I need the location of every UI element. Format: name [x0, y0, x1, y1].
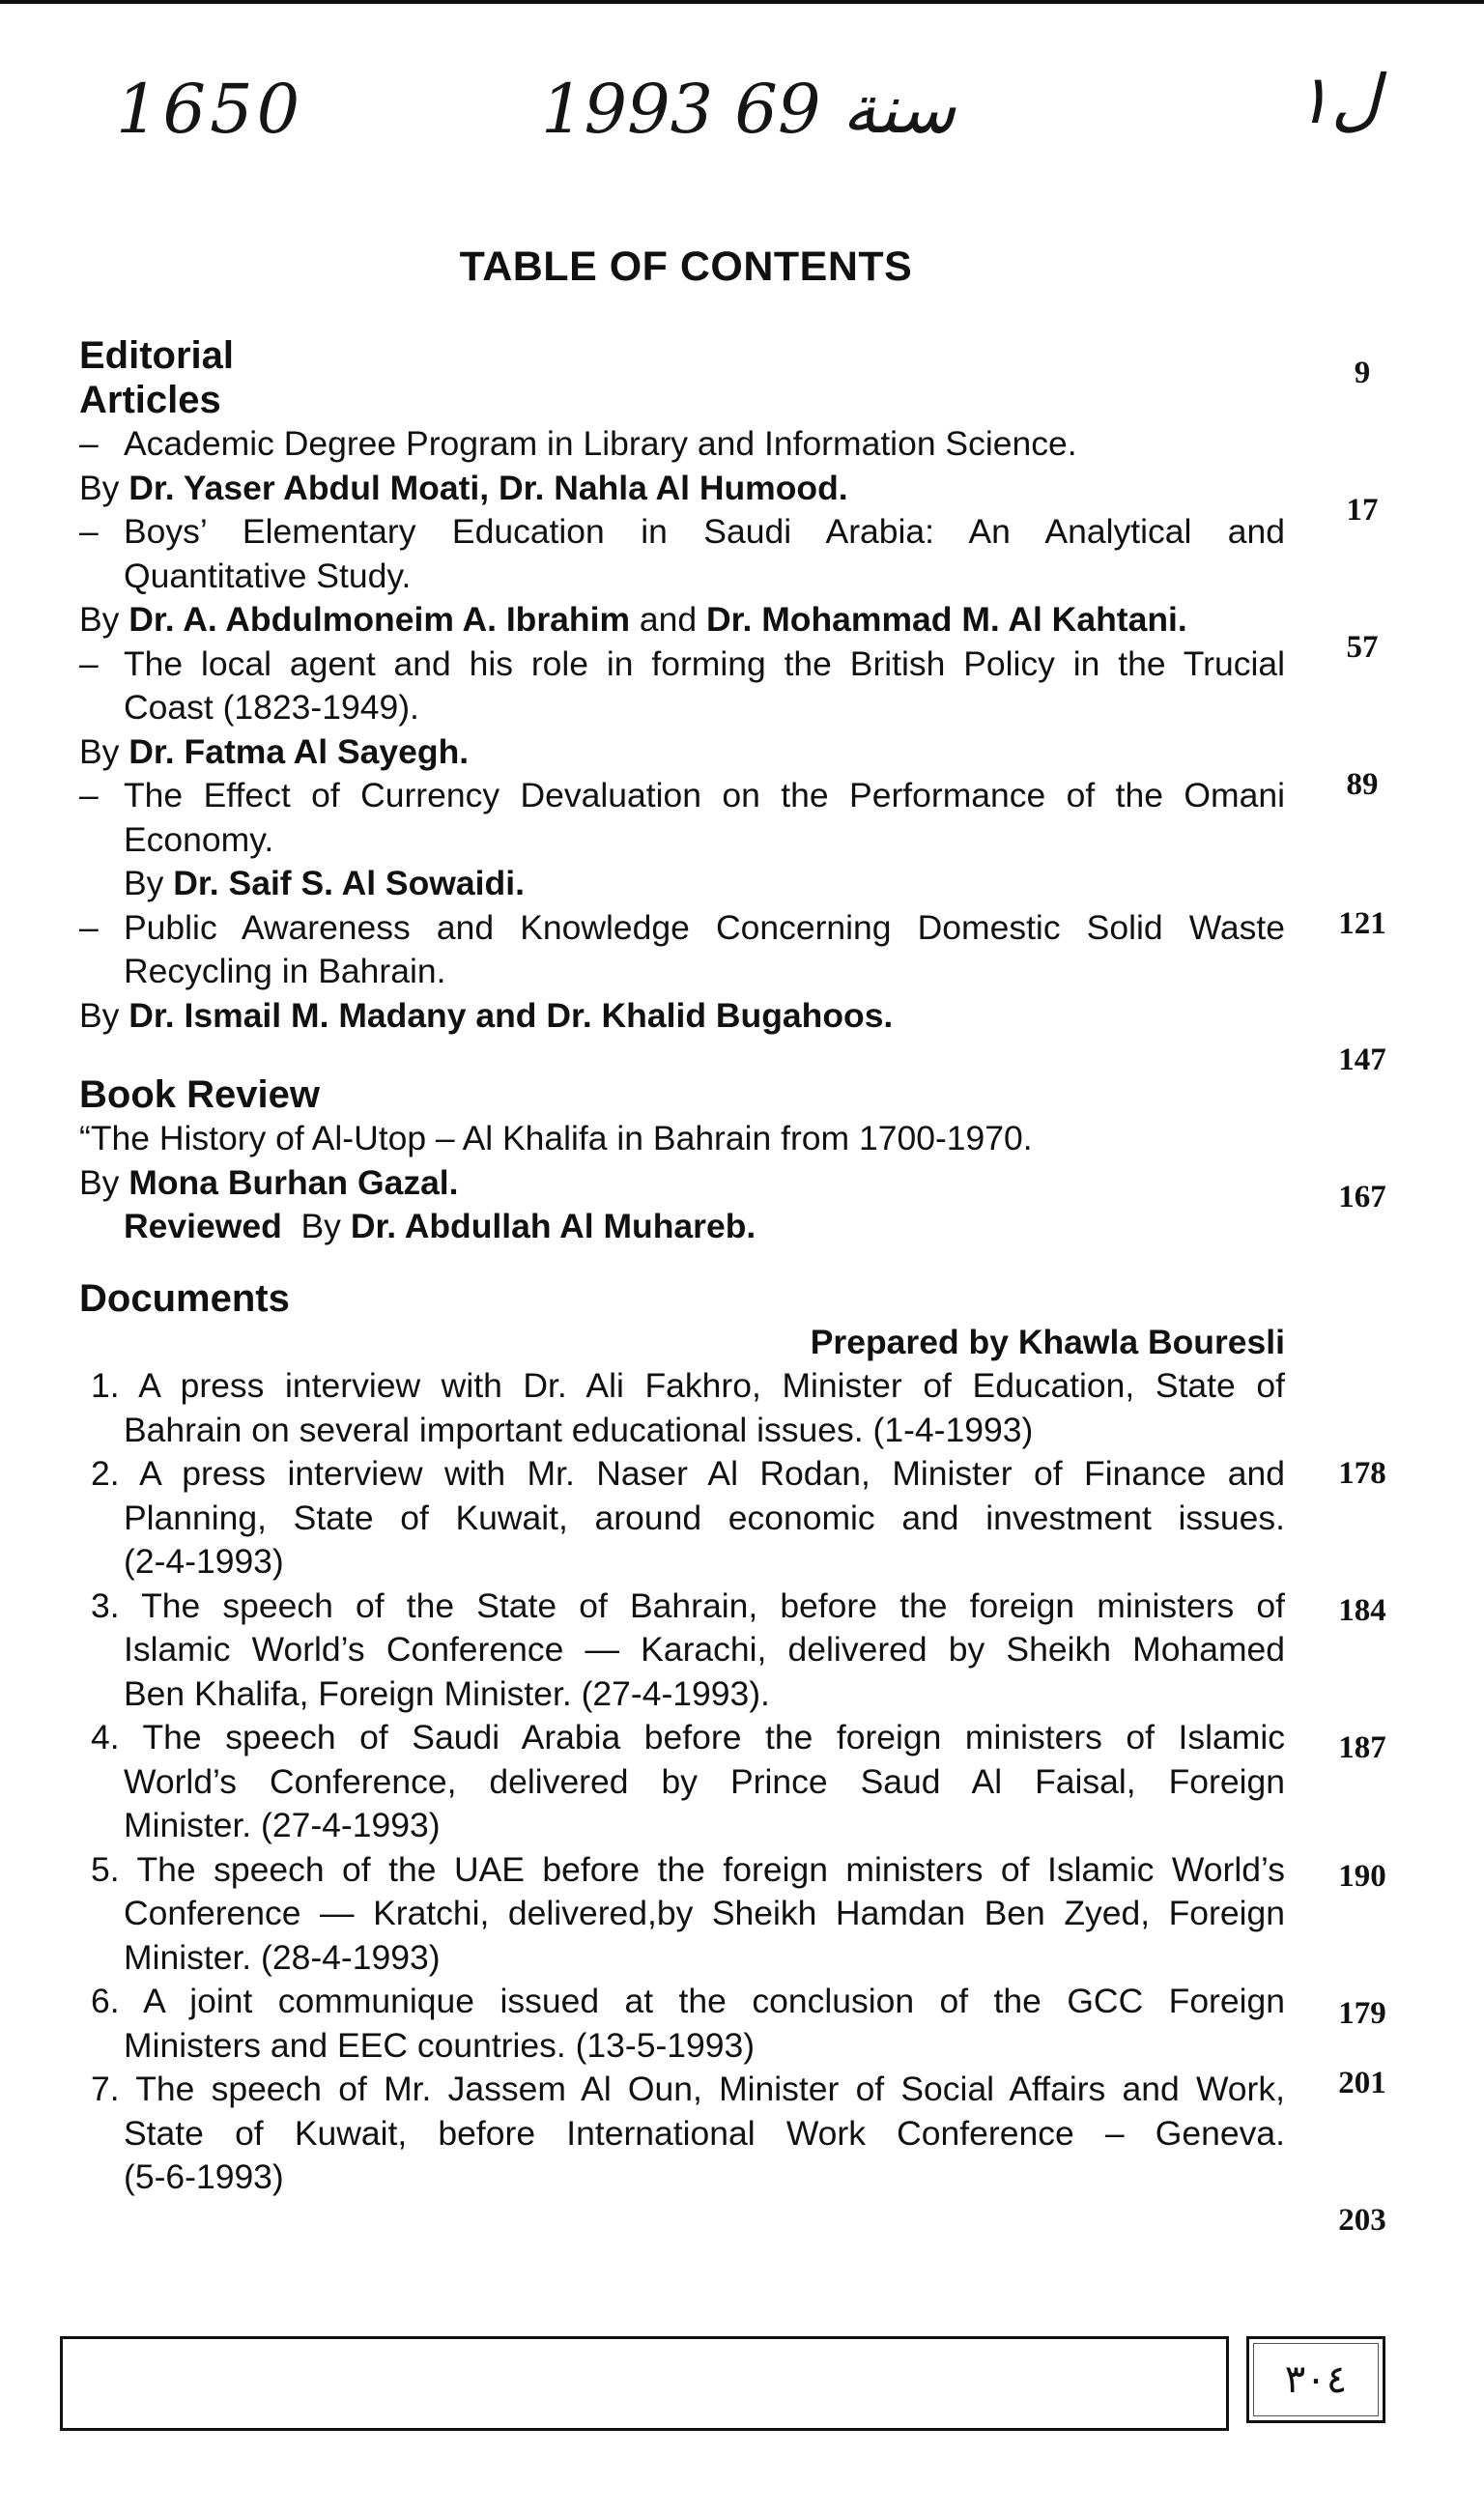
item-number: 1. — [91, 1366, 120, 1405]
footer-page-number: ٣٠٤ — [1246, 2336, 1385, 2423]
page-number-editorial: 9 — [1354, 356, 1371, 390]
section-gap — [79, 1038, 1285, 1072]
page-number-doc-5: 179 — [1338, 1996, 1386, 2031]
by-prefix: By — [79, 731, 129, 771]
document-line: Ben Khalifa, Foreign Minister. (27-4-1993). — [124, 1673, 770, 1713]
item-number: 2. — [91, 1454, 120, 1493]
article-byline — [79, 862, 1285, 906]
item-number: 5. — [91, 1849, 120, 1889]
handwritten-year-issue: 1993 سنة 69 — [541, 70, 956, 149]
article-entry[interactable] — [79, 510, 1285, 598]
article-title-line: Quantitative Study. — [124, 556, 412, 595]
article-author: Dr. A. Abdulmoneim A. Ibrahim — [128, 600, 631, 639]
page-number-book-review: 167 — [1338, 1180, 1386, 1214]
article-title-line: The Effect of Currency Devaluation on the Performance of the Omani — [124, 776, 1285, 814]
article-title-line: Recycling in Bahrain. — [124, 952, 446, 990]
document-line: The speech of Saudi Arabia before the foreign ministers of Islamic — [142, 1718, 1285, 1756]
section-gap — [79, 1249, 1285, 1276]
page-number-article-5: 147 — [1338, 1042, 1386, 1077]
document-entry[interactable] — [79, 1452, 1285, 1585]
document-line: State of Kuwait, before International Work Conference – Geneva. — [124, 2113, 1285, 2153]
document-entry[interactable] — [79, 1980, 1285, 2068]
document-line: The speech of the UAE before the foreign ministers of Islamic World’s — [136, 1849, 1285, 1889]
item-number: 7. — [91, 2070, 120, 2108]
item-number: 3. — [91, 1585, 120, 1625]
dash-bullet: – — [79, 643, 99, 683]
item-number: 4. — [91, 1718, 120, 1756]
document-line: A press interview with Dr. Ali Fakhro, Minister of Education, State of — [138, 1366, 1285, 1405]
article-author: Dr. Mohammad M. Al Kahtani. — [706, 600, 1187, 639]
reviewed-label: Reviewed — [124, 1207, 282, 1245]
page-number-doc-1: 178 — [1338, 1456, 1386, 1491]
page-number-doc-2: 184 — [1338, 1593, 1386, 1628]
article-title-line: The local agent and his role in forming the British Policy in the Trucial — [124, 643, 1285, 683]
article-authors: Dr. Fatma Al Sayegh. — [128, 731, 470, 771]
article-byline — [79, 598, 1285, 643]
document-line: (2-4-1993) — [124, 1542, 284, 1581]
by-prefix: By — [79, 468, 129, 507]
document-entry[interactable] — [79, 1716, 1285, 1848]
document-line: Bahrain on several important educational issues. (1-4-1993) — [124, 1410, 1034, 1449]
book-author: Mona Burhan Gazal. — [128, 1162, 459, 1202]
book-review-title[interactable]: “The History of Al-Utop – Al Khalifa in Bahrain from 1700-1970. — [79, 1119, 1033, 1157]
document-line: Ministers and EEC countries. (13-5-1993) — [124, 2025, 756, 2065]
by-prefix: By — [79, 600, 129, 639]
by-prefix: By — [124, 864, 174, 902]
dash-bullet: – — [79, 776, 99, 814]
by-prefix: By — [79, 995, 129, 1035]
page-title: TABLE OF CONTENTS — [459, 243, 913, 290]
top-border-rule — [0, 0, 1484, 4]
document-line: Minister. (28-4-1993) — [124, 1937, 441, 1977]
book-review-byline — [79, 1161, 1285, 1206]
document-line: Planning, State of Kuwait, around economic and investment issues. — [124, 1498, 1285, 1537]
document-line: A press interview with Mr. Naser Al Rodan, Minister of Finance and — [139, 1454, 1286, 1493]
article-byline — [79, 730, 1285, 775]
footer-empty-box — [60, 2336, 1229, 2431]
page-number-article-3: 89 — [1346, 767, 1379, 802]
article-authors: Dr. Yaser Abdul Moati, Dr. Nahla Al Humood. — [128, 468, 848, 507]
document-line: World’s Conference, delivered by Prince Saud Al Faisal, Foreign — [124, 1761, 1285, 1801]
page-number-doc-3: 187 — [1338, 1730, 1386, 1765]
page-number-doc-6: 201 — [1338, 2066, 1386, 2100]
section-heading-editorial: Editorial — [79, 334, 235, 377]
dash-bullet: – — [79, 512, 99, 551]
book-review-reviewer — [79, 1205, 1285, 1249]
document-line: Islamic World’s Conference — Karachi, delivered by Sheikh Mohamed — [124, 1630, 1285, 1669]
document-line: (5-6-1993) — [124, 2157, 284, 2196]
page-number-doc-7: 203 — [1338, 2203, 1386, 2238]
page-number-article-2: 57 — [1346, 630, 1379, 665]
document-entry[interactable] — [79, 1848, 1285, 1981]
handwritten-catalog-number: 1650 — [116, 70, 304, 149]
article-entry[interactable] — [79, 774, 1285, 862]
item-number: 6. — [91, 1982, 120, 2020]
document-entry[interactable] — [79, 2068, 1285, 2200]
document-entry[interactable] — [79, 1364, 1285, 1452]
article-title-line: Economy. — [124, 819, 274, 859]
article-byline — [79, 994, 1285, 1039]
document-line: The speech of Mr. Jassem Al Oun, Minister of Social Affairs and Work, — [135, 2070, 1285, 2108]
article-title-line: Coast (1823-1949). — [124, 688, 419, 727]
section-heading-book-review: Book Review — [79, 1073, 320, 1116]
page-number-article-4: 121 — [1338, 906, 1386, 941]
article-title-line: Boys’ Elementary Education in Saudi Arabia: An Analytical and — [124, 512, 1285, 551]
article-title: Academic Degree Program in Library and Information Science. — [124, 424, 1077, 463]
dash-bullet: – — [79, 907, 99, 947]
handwritten-corner-mark: ل١ — [1295, 60, 1381, 139]
prepared-by: Prepared by Khawla Bouresli — [810, 1322, 1285, 1361]
page-number-doc-4: 190 — [1338, 1859, 1386, 1894]
reviewer-name: Dr. Abdullah Al Muhareb. — [350, 1207, 756, 1245]
document-line: Conference — Kratchi, delivered,by Sheikh Hamdan Ben Zyed, Foreign — [124, 1894, 1285, 1932]
section-heading-documents: Documents — [79, 1276, 290, 1320]
document-line: Minister. (27-4-1993) — [124, 1806, 441, 1844]
article-byline — [79, 467, 1285, 511]
article-authors: Dr. Ismail M. Madany and Dr. Khalid Bugahoos. — [128, 995, 894, 1035]
article-entry[interactable] — [79, 643, 1285, 730]
document-line: A joint communique issued at the conclusion of the GCC Foreign — [143, 1982, 1286, 2020]
table-of-contents — [79, 333, 1285, 2200]
by-prefix: By — [79, 1162, 129, 1202]
page-number-article-1: 17 — [1346, 493, 1379, 528]
dash-bullet: – — [79, 424, 99, 463]
by-prefix: By — [281, 1207, 351, 1245]
article-title-line: Public Awareness and Knowledge Concerning Domestic Solid Waste — [124, 907, 1285, 947]
document-line: The speech of the State of Bahrain, before the foreign ministers of — [141, 1585, 1285, 1625]
section-heading-articles: Articles — [79, 379, 221, 421]
article-authors: Dr. Saif S. Al Sowaidi. — [173, 864, 525, 902]
article-entry[interactable] — [79, 422, 1285, 467]
and-word: and — [630, 600, 707, 639]
article-entry[interactable] — [79, 906, 1285, 994]
document-entry[interactable] — [79, 1585, 1285, 1717]
